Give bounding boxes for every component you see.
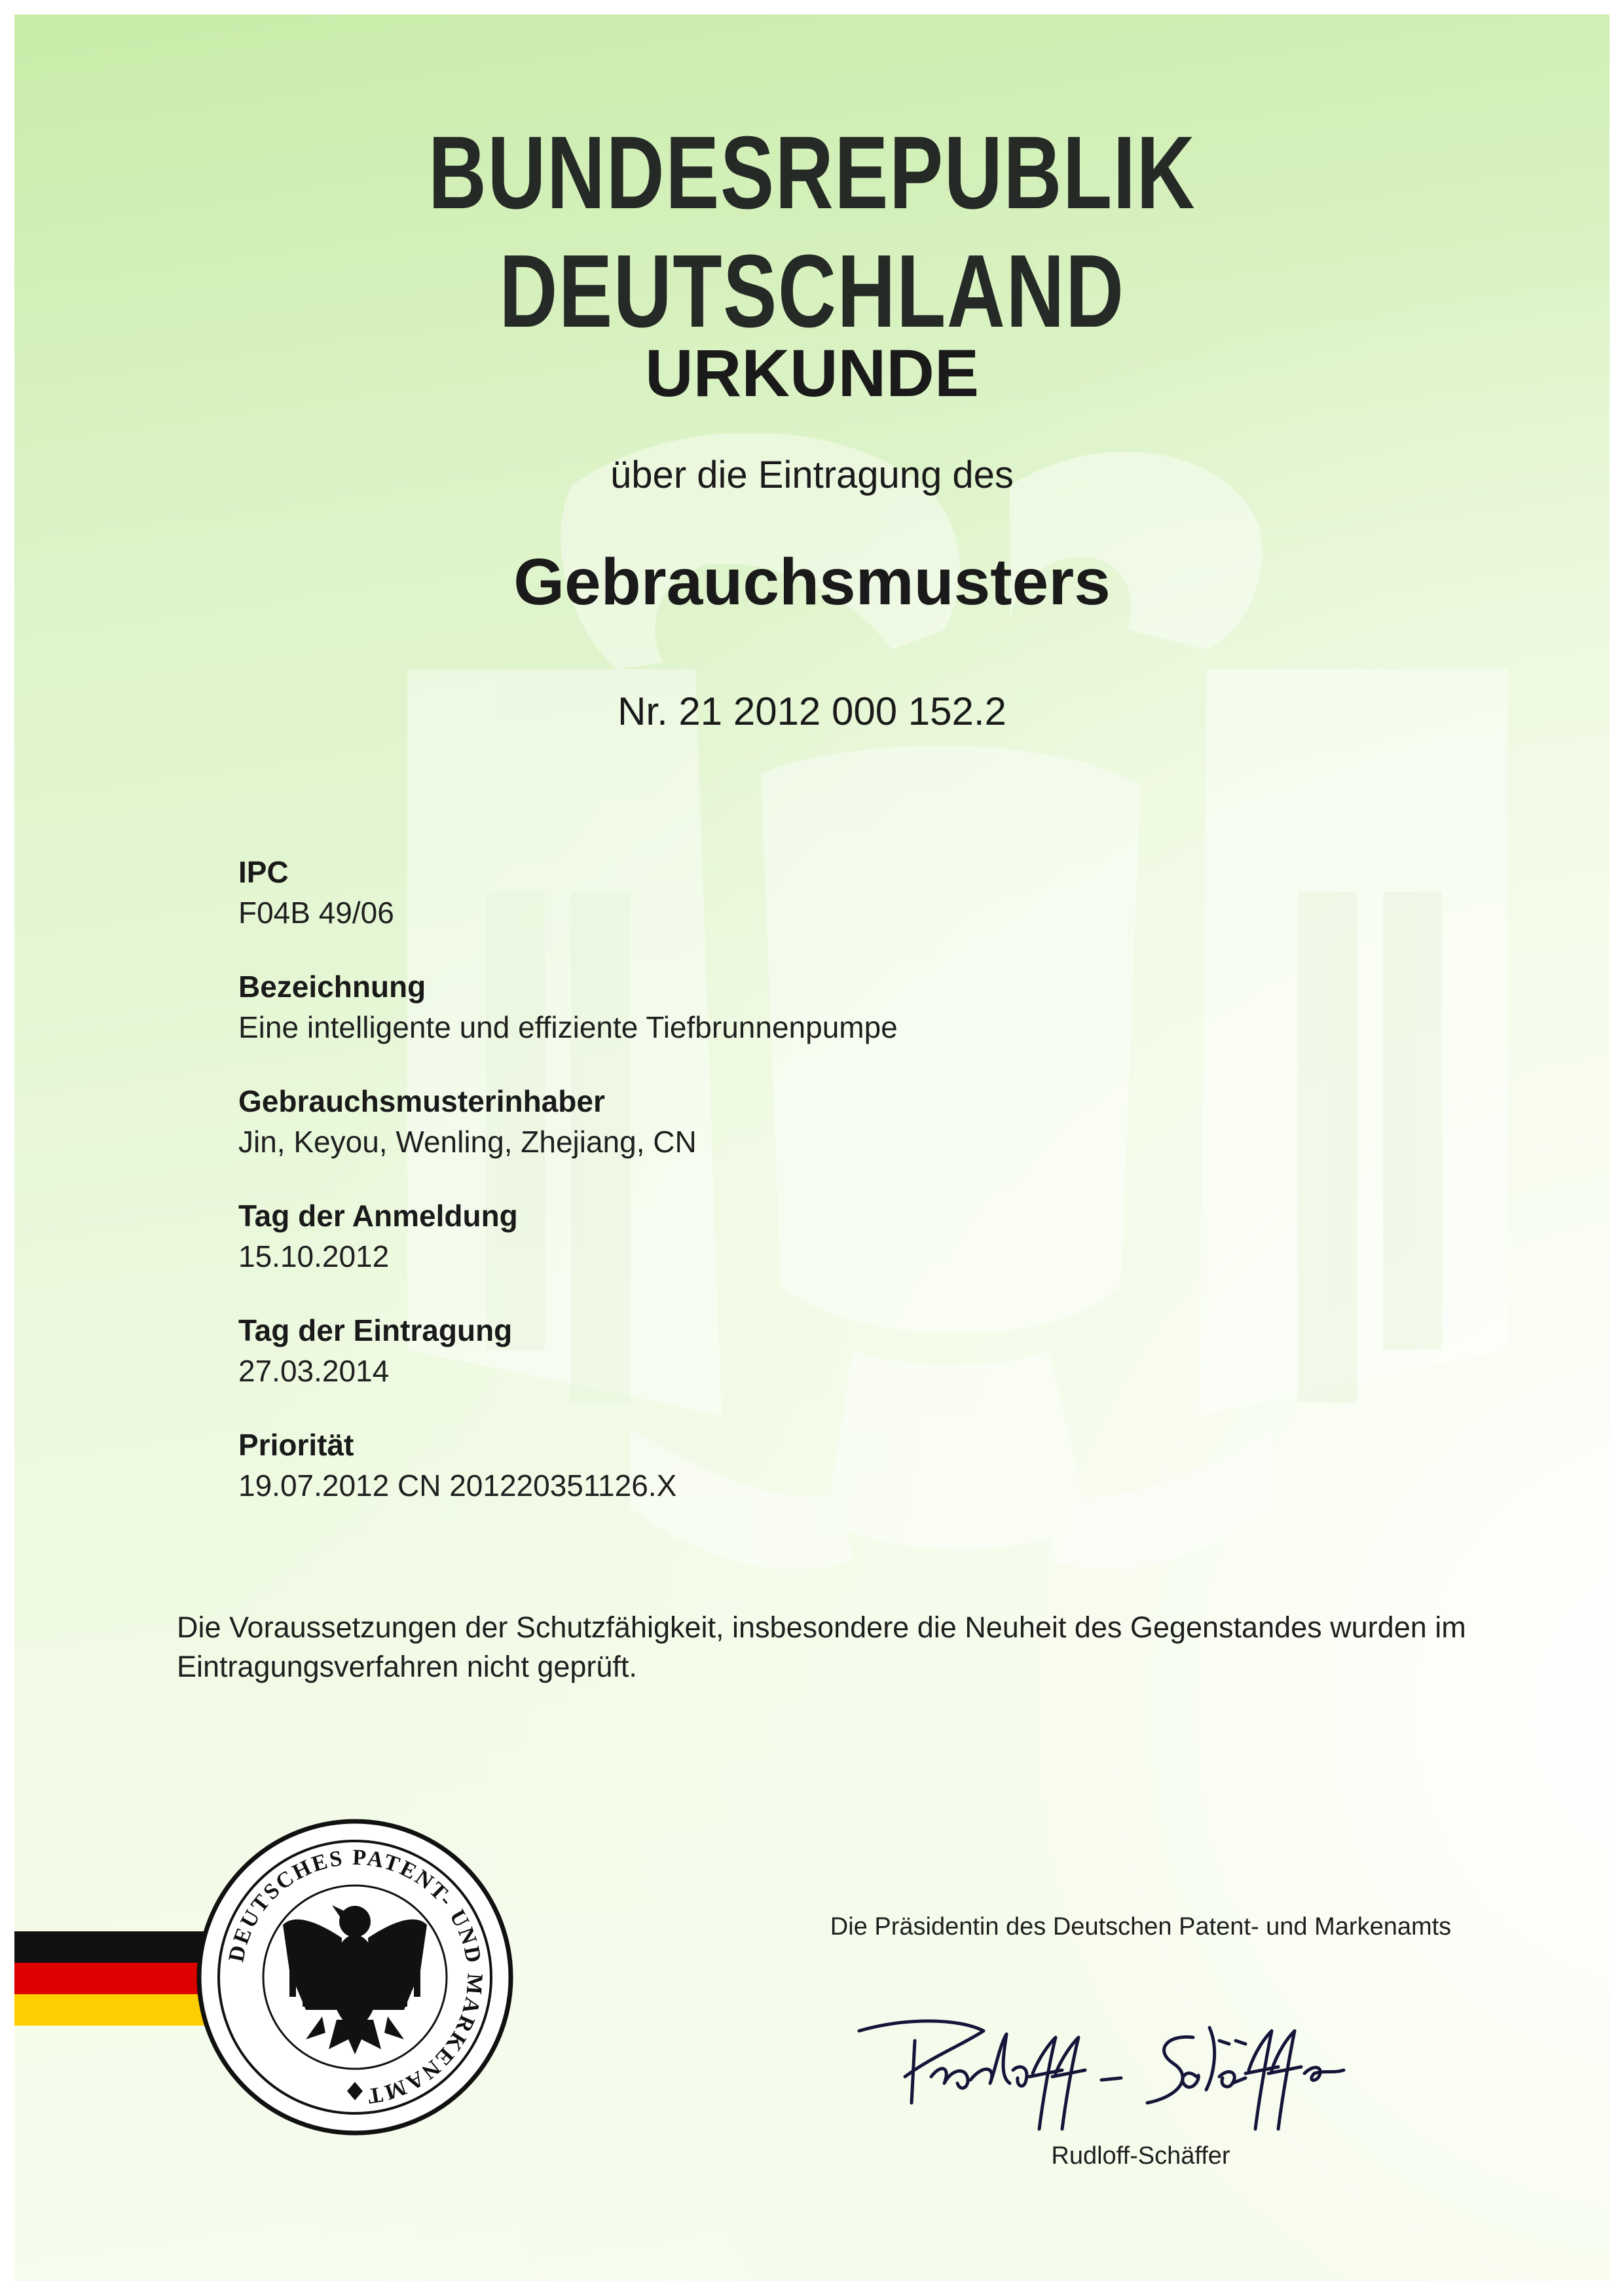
handwritten-signature xyxy=(853,2005,1350,2136)
patent-office-seal xyxy=(191,1813,519,2141)
field-inhaber xyxy=(238,1082,1352,1196)
registration-details xyxy=(238,852,1352,1540)
document-title: URKUNDE xyxy=(645,336,979,410)
german-flag-stripes xyxy=(14,1931,211,2026)
field-label: Gebrauchsmusterinhaber xyxy=(238,1084,605,1118)
field-label: IPC xyxy=(238,855,289,889)
field-value: 15.10.2012 xyxy=(238,1239,390,1273)
country-heading: BUNDESREPUBLIK DEUTSCHLAND xyxy=(428,115,1196,349)
certificate-page xyxy=(14,14,1610,2281)
examination-note: Die Voraussetzungen der Schutzfähigkeit, insbesondere die Neuheit des Gegenstandes wurden im Eintragungsverfahren nicht geprüft. xyxy=(177,1611,1466,1683)
flag-stripe-black xyxy=(14,1931,211,1963)
signer-name: Rudloff-Schäffer xyxy=(1051,2142,1230,2170)
field-prioritaet xyxy=(238,1425,1352,1540)
field-value: Eine intelligente und effiziente Tiefbrunnenpumpe xyxy=(238,1010,898,1044)
field-value: F04B 49/06 xyxy=(238,896,394,930)
field-value: 27.03.2014 xyxy=(238,1354,390,1388)
right-type-heading: Gebrauchsmusters xyxy=(513,545,1111,619)
seal-text: DEUTSCHES PATENT- UND MARKENAMT xyxy=(224,1845,487,2109)
field-label: Tag der Anmeldung xyxy=(238,1199,518,1233)
registration-number: Nr. 21 2012 000 152.2 xyxy=(618,689,1006,733)
field-anmeldung xyxy=(238,1196,1352,1311)
field-ipc xyxy=(238,852,1352,967)
president-title: Die Präsidentin des Deutschen Patent- und Markenamts xyxy=(830,1913,1452,1941)
document-subtitle: über die Eintragung des xyxy=(610,454,1014,496)
field-label: Bezeichnung xyxy=(238,970,426,1004)
flag-stripe-red xyxy=(14,1963,211,1994)
field-label: Tag der Eintragung xyxy=(238,1313,513,1347)
field-value: Jin, Keyou, Wenling, Zhejiang, CN xyxy=(238,1125,697,1159)
field-value: 19.07.2012 CN 201220351126.X xyxy=(238,1468,677,1503)
field-label: Priorität xyxy=(238,1428,354,1462)
field-eintragung xyxy=(238,1311,1352,1425)
field-bezeichnung xyxy=(238,967,1352,1082)
flag-stripe-gold xyxy=(14,1994,211,2026)
